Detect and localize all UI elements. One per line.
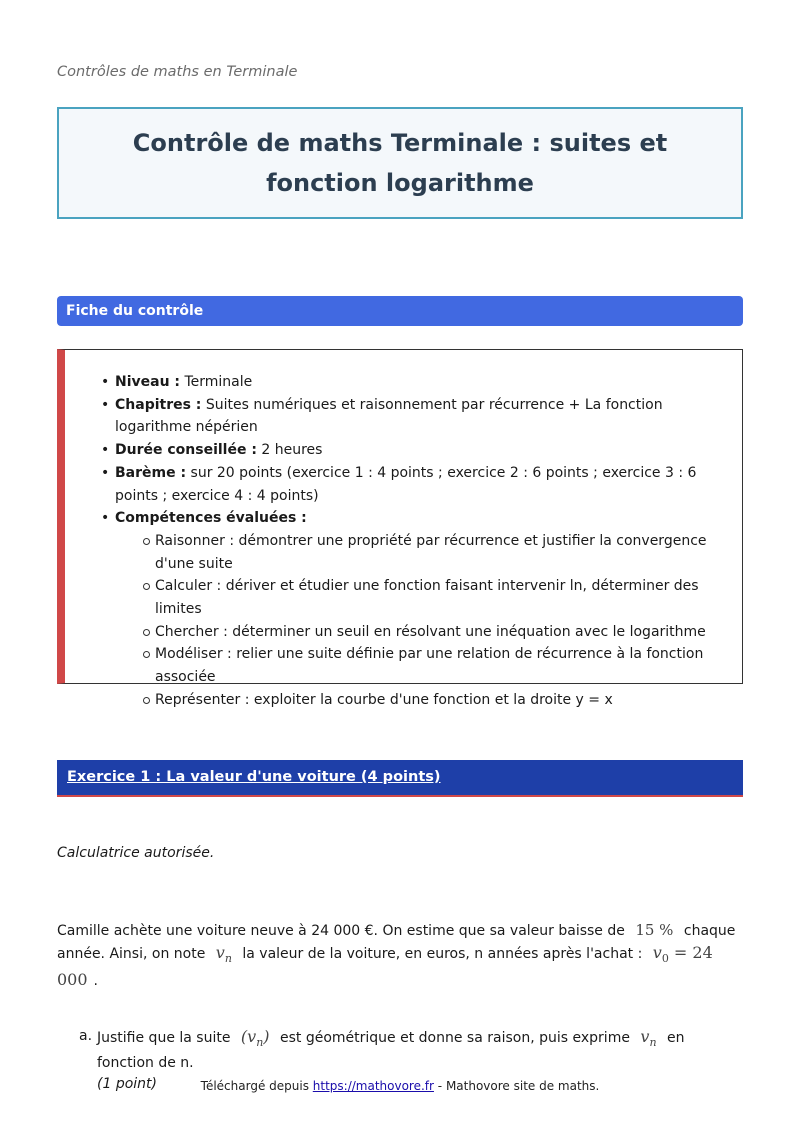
item-label: Durée conseillée : bbox=[115, 442, 257, 459]
item-label: Barème : bbox=[115, 464, 187, 481]
question-text: Justifie que la suite $(v_n)$ est géométrique et donne sa raison, puis exprime $v_n$ en fonction de n. bbox=[97, 1027, 685, 1072]
competence-item: Chercher : déterminer un seuil en résolvant une inéquation avec le logarithme bbox=[155, 621, 725, 644]
math-vn: $v_n$ bbox=[640, 1027, 657, 1050]
list-item bbox=[115, 394, 725, 439]
intro-text: chaque année. Ainsi, on note bbox=[57, 923, 736, 962]
list-item bbox=[115, 371, 725, 394]
footer bbox=[0, 1079, 800, 1093]
math-percent: 15 % bbox=[635, 921, 674, 939]
exercice1-intro bbox=[57, 920, 743, 992]
intro-end: . bbox=[93, 973, 98, 990]
item-value: sur 20 points (exercice 1 : 4 points ; exercice 2 : 6 points ; exercice 3 : 6 points ; exercice 4 : 4 points) bbox=[115, 464, 697, 504]
title-box bbox=[57, 107, 743, 219]
exercice1-heading bbox=[57, 760, 743, 797]
competence-item: Calculer : dériver et étudier une fonction faisant intervenir ln, déterminer des limites bbox=[155, 575, 725, 620]
intro-text: Camille achète une voiture neuve à 24 000 €. On estime que sa valeur baisse de bbox=[57, 923, 625, 939]
item-label: Niveau : bbox=[115, 374, 181, 390]
calculatrice-note: Calculatrice autorisée. bbox=[57, 845, 215, 861]
fiche-list bbox=[115, 371, 725, 712]
item-label: Compétences évaluées : bbox=[115, 510, 307, 527]
item-label: Chapitres : bbox=[115, 396, 202, 413]
list-item bbox=[115, 507, 725, 711]
math-v0: $v_0 = 24$ 000 bbox=[57, 943, 713, 990]
math-suite-vn: $(v_n)$ bbox=[240, 1027, 270, 1050]
fiche-heading: Fiche du contrôle bbox=[57, 296, 743, 326]
footer-suffix: - Mathovore site de maths. bbox=[437, 1079, 600, 1093]
question-points: (1 point) bbox=[97, 1076, 157, 1093]
competence-item: Modéliser : relier une suite définie par une relation de récurrence à la fonction associée bbox=[155, 643, 725, 688]
list-item bbox=[115, 462, 725, 507]
item-value: Suites numériques et raisonnement par récurrence + La fonction logarithme népérien bbox=[115, 396, 663, 436]
competences-list bbox=[115, 530, 725, 712]
list-item bbox=[115, 439, 725, 462]
question-number: a. bbox=[79, 1028, 93, 1044]
competence-item: Représenter : exploiter la courbe d'une fonction et la droite y = x bbox=[155, 689, 725, 712]
breadcrumb[interactable]: Contrôles de maths en Terminale bbox=[57, 64, 298, 80]
math-vn: $v_n$ bbox=[215, 943, 232, 966]
item-value: Terminale bbox=[184, 374, 253, 390]
item-value: 2 heures bbox=[261, 442, 323, 459]
footer-prefix: Téléchargé depuis bbox=[200, 1079, 309, 1093]
page-title: Contrôle de maths Terminale : suites et fonction logarithme bbox=[132, 129, 668, 197]
fiche-box bbox=[57, 349, 743, 708]
footer-link[interactable]: https://mathovore.fr bbox=[312, 1079, 434, 1093]
exercice1-link[interactable]: Exercice 1 : La valeur d'une voiture (4 points) bbox=[67, 769, 441, 785]
competence-item: Raisonner : démontrer une propriété par récurrence et justifier la convergence d'une suite bbox=[155, 530, 725, 575]
intro-text: la valeur de la voiture, en euros, n années après l'achat : bbox=[242, 946, 643, 962]
